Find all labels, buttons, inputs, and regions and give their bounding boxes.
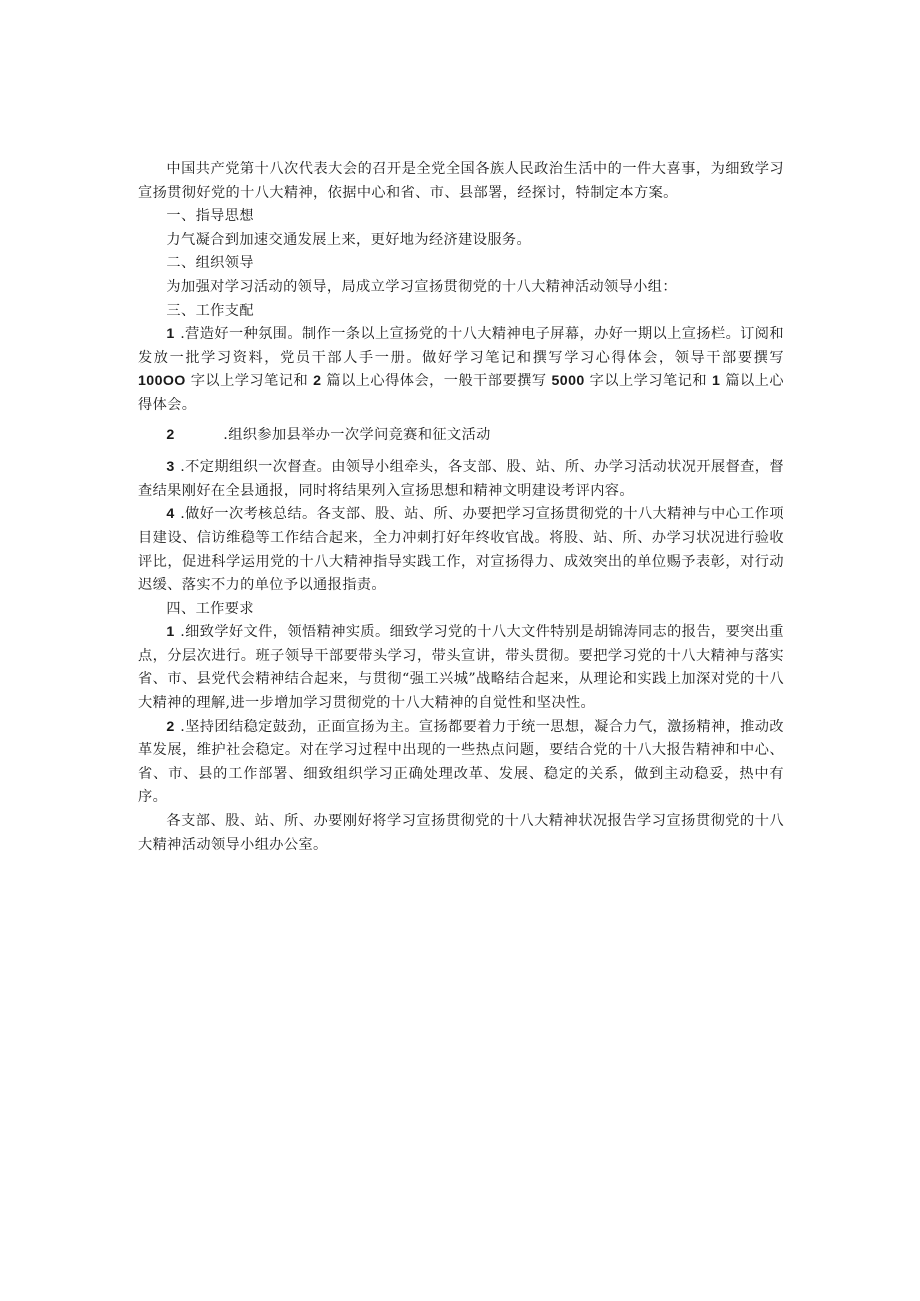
section-1-heading: 一、指导思想 bbox=[166, 208, 254, 225]
item-text: .不定期组织一次督查。由领导小组牵头，各支部、股、站、所、办学习活动状况开展督查，督查结果刚好在全县通报，同时将结果列入宣扬思想和精神文明建设考评内容。 bbox=[138, 459, 784, 499]
section-1-text: 力气凝合到加速交通发展上来，更好地为经济建设服务。 bbox=[166, 231, 532, 248]
section-3-item-4 bbox=[138, 503, 784, 597]
item-number: 1 bbox=[166, 624, 176, 641]
item-number: 1 bbox=[166, 326, 176, 343]
bold-figure: 1 bbox=[712, 373, 721, 390]
item-text: 篇以上心得体会，一般干部要撰写 bbox=[326, 373, 547, 390]
section-2-heading: 二、组织领导 bbox=[166, 255, 254, 272]
bold-figure: 100OO bbox=[138, 373, 186, 390]
bold-figure: 5000 bbox=[551, 373, 585, 390]
section-4-heading: 四、工作要求 bbox=[166, 600, 254, 617]
item-text: .营造好一种氛围。制作一条以上宣扬党的十八大精神电子屏幕，办好一期以上宣扬栏。订阅和发放一批学习资料，党员干部人手一册。做好学习笔记和撰写学习心得体会，领导干部要撰写 bbox=[138, 326, 784, 366]
section-3-heading: 三、工作支配 bbox=[166, 302, 254, 319]
intro-paragraph: 中国共产党第十八次代表大会的召开是全党全国各族人民政治生活中的一件大喜事，为细致学习宣扬贯彻好党的十八大精神，依据中心和省、市、县部署，经探讨，特制定本方案。 bbox=[138, 161, 784, 201]
item-number: 2 bbox=[166, 718, 176, 735]
item-text: 篇以上心得体会。 bbox=[138, 373, 784, 413]
item-text: .细致学好文件，领悟精神实质。细致学习党的十八大文件特别是胡锦涛同志的报告，要突出重点，分层次进行。班子领导干部要带头学习，带头宣讲，带头贯彻。要把学习党的十八大精神与落实省、市、县党代会精神结合起来，与贯彻“强工兴城”战略结合起来，从理论和实践上加深对党的十八大精神的理解,进一步增加学习贯彻党的十八大精神的自觉性和坚决性。 bbox=[138, 624, 784, 712]
section-4-item-2 bbox=[138, 716, 784, 810]
document-page bbox=[138, 158, 784, 857]
item-text: 字以上学习笔记和 bbox=[190, 373, 309, 390]
section-2-text: 为加强对学习活动的领导，局成立学习宣扬贯彻党的十八大精神活动领导小组： bbox=[166, 278, 677, 295]
section-4-item-1 bbox=[138, 621, 784, 715]
item-number: 4 bbox=[166, 506, 176, 523]
item-number: 3 bbox=[166, 459, 176, 476]
bold-figure: 2 bbox=[313, 373, 322, 390]
item-text: .组织参加县举办一次学问竞赛和征文活动 bbox=[223, 426, 491, 443]
item-text: 字以上学习笔记和 bbox=[589, 373, 708, 390]
section-3-item-2 bbox=[138, 424, 784, 448]
closing-paragraph: 各支部、股、站、所、办要刚好将学习宣扬贯彻党的十八大精神状况报告学习宣扬贯彻党的十八大精神活动领导小组办公室。 bbox=[138, 813, 784, 853]
section-3-item-3 bbox=[138, 456, 784, 503]
item-text: .做好一次考核总结。各支部、股、站、所、办要把学习宣扬贯彻党的十八大精神与中心工作项目建设、信访维稳等工作结合起来，全力冲刺打好年终收官战。将股、站、所、办学习状况进行验收评比，促进科学运用党的十八大精神指导实践工作，对宣扬得力、成效突出的单位赐予表彰，对行动迟缓、落实不力的单位予以通报指责。 bbox=[138, 506, 784, 594]
item-text: .坚持团结稳定鼓劲，正面宣扬为主。宣扬都要着力于统一思想，凝合力气，激扬精神，推动改革发展，维护社会稳定。对在学习过程中出现的一些热点问题，要结合党的十八大报告精神和中心、省、市、县的工作部署、细致组织学习正确处理改革、发展、稳定的关系，做到主动稳妥，热中有序。 bbox=[138, 718, 784, 806]
item-number: 2 bbox=[166, 426, 176, 443]
section-3-item-1 bbox=[138, 323, 784, 417]
